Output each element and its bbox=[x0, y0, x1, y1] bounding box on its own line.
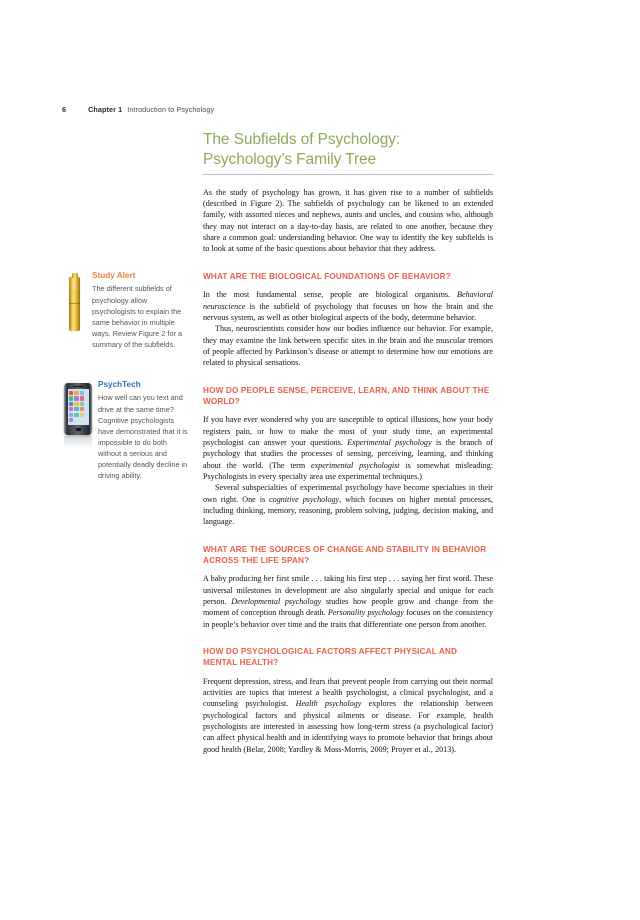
key-term: Experimental psychology bbox=[347, 438, 432, 448]
app-icon-10 bbox=[74, 407, 78, 411]
title-rule bbox=[203, 174, 493, 175]
section-heading: HOW DO PSYCHOLOGICAL FACTORS AFFECT PHYSICAL AND MENTAL HEALTH? bbox=[203, 646, 458, 667]
text-run: , which focuses on higher mental processes, including thinking, memory, reasoning, problem solving, judging, decision making, and language. bbox=[203, 494, 493, 527]
highlighter-marker-icon bbox=[58, 273, 92, 335]
app-icon-7 bbox=[74, 402, 78, 406]
study-alert-body: The different subfields of psychology allow psychologists to explain the same behavior in multiple ways. Review Figure 2 for a summary of the subfields. bbox=[92, 284, 183, 349]
section-paragraph bbox=[203, 676, 493, 755]
psychtech-body: How well can you text and drive at the same time? Cognitive psychologists have demonstrated that it is impossible to do both without a serious and potentially deadly decline in driving ability. bbox=[98, 393, 188, 481]
section-heading: WHAT ARE THE SOURCES OF CHANGE AND STABILITY IN BEHAVIOR ACROSS THE LIFE SPAN? bbox=[203, 544, 487, 565]
text-run: Thus, neuroscientists consider how our bodies influence our behavior. For example, they may examine the link between specific sites in the brain and the muscular tremors of people affected by Parkinson’s disease or attempt to determine how our emotions are related to physical sensations. bbox=[203, 324, 493, 368]
study-alert-text bbox=[92, 270, 190, 350]
section-paragraph bbox=[203, 323, 493, 368]
text-run: is somewhat misleading: Psychologists in every specialty area use experimental techniques.) bbox=[203, 460, 493, 482]
app-icon-14 bbox=[80, 413, 84, 417]
app-icon-0 bbox=[69, 391, 73, 395]
study-alert-heading: Study Alert bbox=[92, 271, 136, 280]
smartphone-icon bbox=[58, 383, 98, 449]
app-icon-2 bbox=[80, 391, 84, 395]
section-heading: HOW DO PEOPLE SENSE, PERCEIVE, LEARN, AND THINK ABOUT THE WORLD? bbox=[203, 385, 490, 406]
main-text-column bbox=[203, 130, 493, 755]
section-paragraph bbox=[203, 414, 493, 482]
psychtech-text bbox=[98, 379, 192, 481]
app-icon-5 bbox=[80, 396, 84, 400]
app-icon-6 bbox=[69, 402, 73, 406]
chapter-title: Introduction to Psychology bbox=[127, 105, 215, 114]
page-number: 6 bbox=[62, 105, 67, 114]
text-run: If you have ever wondered why you are susceptible to optical illusions, how your body registers pain, or how to make the most of your study time, an experimental psychologist can answer your questions. bbox=[203, 415, 493, 448]
key-term: cognitive psychology bbox=[269, 494, 340, 504]
app-icon-12 bbox=[69, 413, 73, 417]
article-title-line-2: Psychology’s Family Tree bbox=[203, 150, 377, 168]
text-run: studies how people grow and change from the moment of conception through death. bbox=[203, 597, 493, 618]
text-run: A baby producing her first smile . . . taking his first step . . . saying her first word. These universal milestones in development are also singularly special and unique for each person. bbox=[203, 574, 493, 606]
running-head bbox=[62, 105, 214, 114]
study-alert-box bbox=[58, 270, 204, 350]
app-icon-4 bbox=[74, 396, 78, 400]
key-term: Behavioral neuroscience bbox=[203, 290, 493, 311]
psychtech-heading: PsychTech bbox=[98, 380, 141, 389]
text-run: Several subspecialties of experimental psychology have become specialties in their own right. One is bbox=[203, 483, 493, 504]
text-run: focuses on the consistency in people’s behavior over time and the traits that differentiate one person from another. bbox=[203, 608, 493, 629]
app-icon-13 bbox=[74, 413, 78, 417]
key-term: Health psychology bbox=[295, 699, 362, 709]
text-run: is the subfield of psychology that focuses on how the brain and the nervous system, as well as other biological aspects of the body, determine behavior. bbox=[203, 301, 493, 323]
text-run: explores the relationship between psychological factors and physical ailments or disease. For example, health psychologists are interested in assessing how long-term stress (a psychological factor) can affect physical health and in identifying ways to promote behavior that brings about good health (Belar, 2008; Yardley & Moss-Morris, 2009; Proyer et al., 2013). bbox=[203, 699, 493, 754]
key-term: experimental psychologist bbox=[311, 460, 400, 470]
text-run: Frequent depression, stress, and fears that prevent people from carrying out their normal activities are topics that interest a health psychologist, a clinical psychologist, and a counseling psychologist. bbox=[203, 676, 493, 709]
app-icon-11 bbox=[80, 407, 84, 411]
section-paragraph bbox=[203, 289, 493, 323]
section-paragraph bbox=[203, 573, 493, 630]
app-icon-1 bbox=[74, 391, 78, 395]
sections-container bbox=[203, 272, 493, 755]
key-term: Personality psychology bbox=[327, 608, 404, 618]
article-title-line-1: The Subfields of Psychology: bbox=[203, 131, 401, 148]
key-term: Developmental psychology bbox=[231, 597, 322, 606]
app-icon-3 bbox=[69, 396, 73, 400]
chapter-label: Chapter 1 bbox=[88, 105, 123, 114]
text-run: In the most fundamental sense, people are biological organisms. bbox=[203, 290, 458, 300]
app-icon-15 bbox=[69, 418, 73, 422]
section-paragraph bbox=[203, 482, 493, 527]
article-title bbox=[203, 130, 493, 170]
text-run: is the branch of psychology that studies the processes of sensing, perceiving, learning, and thinking about the world. (The term bbox=[203, 438, 493, 470]
app-icon-8 bbox=[80, 402, 84, 406]
app-icon-9 bbox=[69, 407, 73, 411]
psychtech-box bbox=[58, 379, 204, 481]
intro-paragraph: As the study of psychology has grown, it has given rise to a number of subfields (described in Figure 2). The subfields of psychology can be likened to an extended family, with assorted nieces and nephews, aunts and uncles, and cousins who, although they may not interact on a day-to-day basis, are related to one another, because they share a common goal: understanding behavior. One way to identify the key subfields is to look at some of the basic questions about behavior that they address. bbox=[203, 187, 493, 254]
section-heading: WHAT ARE THE BIOLOGICAL FOUNDATIONS OF BEHAVIOR? bbox=[203, 271, 451, 281]
